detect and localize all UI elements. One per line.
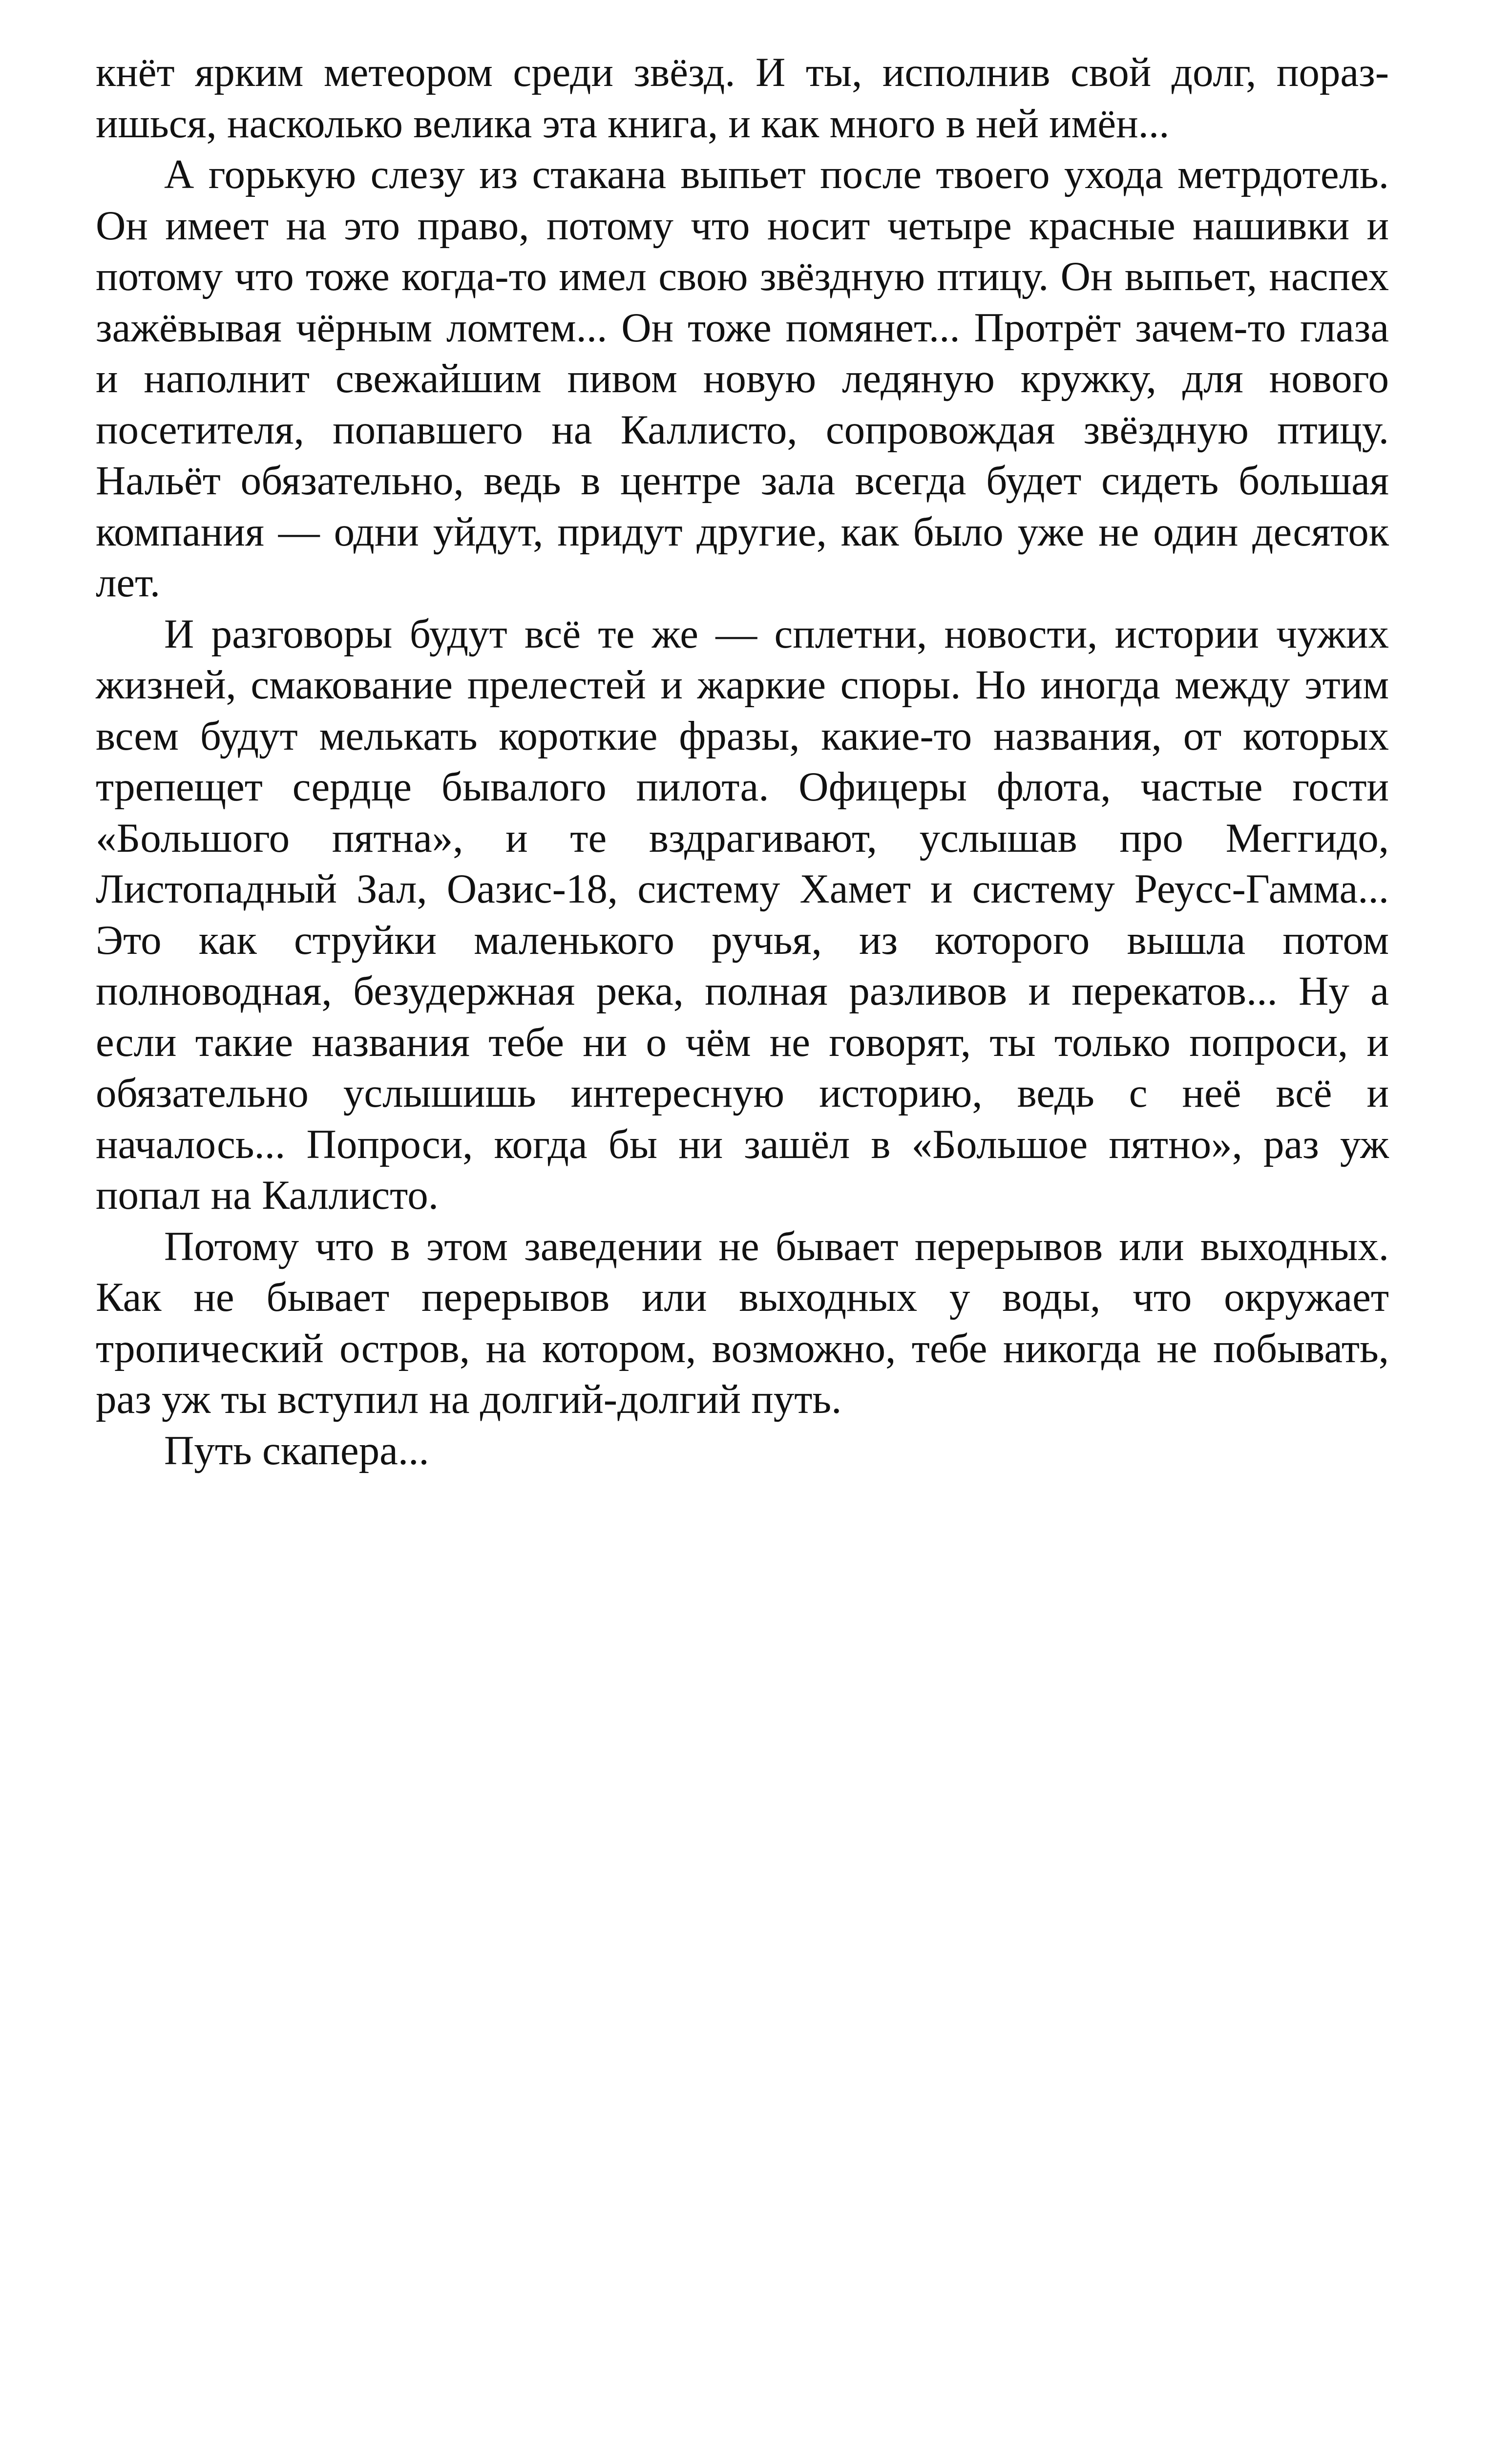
paragraph-4: Потому что в этом заведении не бывает перерывов или выходных. Как не бывает перерывов или выходных у воды, что окружает тропический остров, на котором, возможно, тебе никогда не побывать, раз уж ты вступил на долгий-долгий путь.: [96, 1223, 1389, 1422]
book-page: [96, 47, 1389, 1476]
paragraph-5: Путь скапера...: [164, 1427, 429, 1474]
paragraph-3: И разговоры будут всё те же — сплетни, новости, истории чужих жизней, смакование прелестей и жаркие споры. Но иногда между этим всем будут мелькать короткие фразы, какие-то названия, от которых трепещет сердце бывалого пилота. Офицеры флота, частые гости «Большого пятна», и те вздрагивают, услышав про Меггидо, Листопадный Зал, Оазис-18, систему Хамет и систему Реусс-Гамма... Это как струйки маленького ручья, из которого вышла потом полноводная, безудержная река, полная разливов и перекатов... Ну а если такие названия тебе ни о чём не говорят, ты только попроси, и обязательно услышишь интересную историю, ведь с неё всё и началось... Попроси, когда бы ни зашёл в «Большое пятно», раз уж попал на Каллисто.: [96, 610, 1389, 1218]
paragraph-2: А горькую слезу из стакана выпьет после твоего ухода метрдотель. Он имеет на это право, потому что носит четыре красные нашивки и потому что тоже когда-то имел свою звёздную птицу. Он выпьет, наспех зажёвывая чёрным ломтем... Он тоже помянет... Протрёт зачем-то глаза и наполнит свежайшим пивом новую ледяную кружку, для нового посетителя, попавшего на Каллисто, сопровождая звёздную птицу. Нальёт обязательно, ведь в центре зала всегда будет сидеть большая компания — одни уйдут, придут другие, как было уже не один десяток лет.: [96, 151, 1389, 606]
paragraph-1: кнёт ярким метеором среди звёзд. И ты, исполнив свой долг, поразишься, насколько велика эта книга, и как много в ней имён...: [96, 49, 1389, 147]
